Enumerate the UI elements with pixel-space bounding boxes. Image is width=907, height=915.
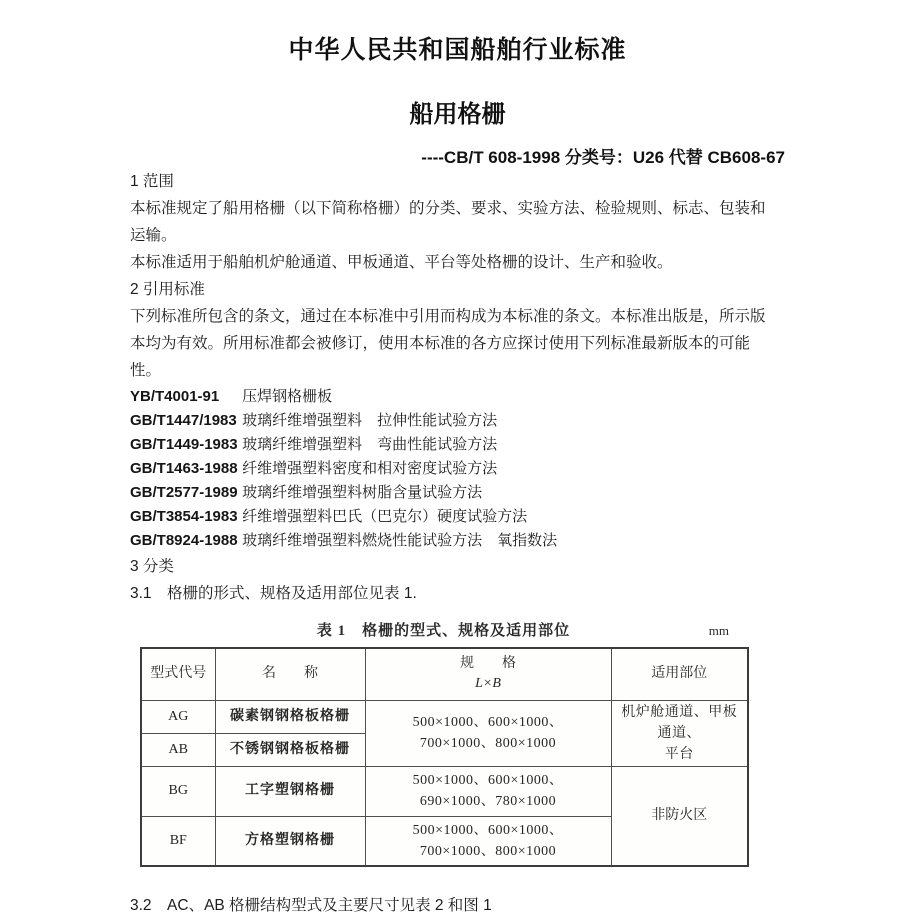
part-line: 平台 bbox=[664, 746, 694, 762]
standard-name: 压焊钢格栅板 bbox=[242, 388, 333, 405]
table-unit-label: mm bbox=[708, 623, 729, 638]
standard-code: GB/T8924-1988 bbox=[130, 532, 238, 549]
standard-name: 纤维增强塑料密度和相对密度试验方法 bbox=[242, 460, 498, 477]
cell-name-bf: 方格塑钢格栅 bbox=[215, 816, 365, 866]
table-row bbox=[141, 700, 748, 733]
cell-code-bg: BG bbox=[141, 766, 215, 816]
standard-code: GB/T1447/1983 bbox=[130, 412, 237, 429]
cell-code-ag: AG bbox=[141, 700, 215, 733]
list-item bbox=[130, 433, 785, 457]
list-item bbox=[130, 409, 785, 433]
standard-name: 玻璃纤维增强塑料燃烧性能试验方法 氧指数法 bbox=[242, 532, 558, 549]
grating-types-table bbox=[140, 647, 749, 867]
cell-part-ag-ab bbox=[611, 700, 748, 766]
section-3-1-line: 3.1 格栅的形式、规格及适用部位见表 1. bbox=[130, 585, 417, 602]
referenced-standards-list bbox=[130, 385, 785, 553]
header-spec-title: 规 格 bbox=[460, 656, 516, 672]
table-row bbox=[141, 766, 748, 816]
section-1-paragraph-1: 本标准规定了船用格栅（以下简称格栅）的分类、要求、实验方法、检验规则、标志、包装和运输。 bbox=[130, 200, 766, 244]
standard-code: YB/T4001-91 bbox=[130, 388, 220, 405]
list-item bbox=[130, 505, 785, 529]
cell-part-bg-bf: 非防火区 bbox=[611, 766, 748, 866]
spec-line: 700×1000、800×1000 bbox=[419, 736, 557, 751]
standard-name: 玻璃纤维增强塑料 弯曲性能试验方法 bbox=[242, 436, 498, 453]
header-name: 名 称 bbox=[215, 648, 365, 700]
cell-name-ag: 碳素钢钢格板格栅 bbox=[215, 700, 365, 733]
standard-name: 玻璃纤维增强塑料 拉伸性能试验方法 bbox=[242, 412, 498, 429]
spec-line: 690×1000、780×1000 bbox=[419, 794, 557, 809]
header-type-code: 型式代号 bbox=[141, 648, 215, 700]
cell-spec-bf bbox=[365, 816, 611, 866]
header-spec-formula: L×B bbox=[475, 676, 501, 692]
table-1-block bbox=[140, 619, 747, 867]
cell-code-ab: AB bbox=[141, 733, 215, 766]
cell-spec-ag-ab bbox=[365, 700, 611, 766]
section-2-paragraph-1: 下列标准所包含的条文，通过在本标准中引用而构成为本标准的条文。本标准出版是，所示版本均为有效。所用标准都会被修订，使用本标准的各方应探讨使用下列标准最新版本的可能性。 bbox=[130, 308, 766, 379]
table-caption: 表 1 格栅的型式、规格及适用部位 bbox=[316, 623, 571, 639]
cell-name-bg: 工字塑钢格栅 bbox=[215, 766, 365, 816]
part-line: 机炉舱通道、甲板通道、 bbox=[621, 704, 738, 741]
standard-code: GB/T1449-1983 bbox=[130, 436, 238, 453]
list-item bbox=[130, 385, 785, 409]
section-3-heading: 3 分类 bbox=[130, 558, 174, 575]
spec-line: 500×1000、600×1000、 bbox=[412, 715, 564, 730]
list-item bbox=[130, 529, 785, 553]
standard-name: 玻璃纤维增强塑料树脂含量试验方法 bbox=[242, 484, 483, 501]
standard-name: 纤维增强塑料巴氏（巴克尔）硬度试验方法 bbox=[242, 508, 528, 525]
document-subtitle: 船用格栅 bbox=[409, 101, 506, 128]
spec-line: 500×1000、600×1000、 bbox=[412, 773, 564, 788]
header-spec bbox=[365, 648, 611, 700]
standard-code: GB/T3854-1983 bbox=[130, 508, 238, 525]
cell-code-bf: BF bbox=[141, 816, 215, 866]
spec-line: 700×1000、800×1000 bbox=[419, 843, 557, 859]
cell-name-ab: 不锈钢钢格板格栅 bbox=[215, 733, 365, 766]
standard-number-line: ----CB/T 608-1998 分类号：U26 代替 CB608-67 bbox=[421, 148, 785, 167]
table-header-row bbox=[141, 648, 748, 700]
standard-code: GB/T1463-1988 bbox=[130, 460, 238, 477]
document-title: 中华人民共和国船舶行业标准 bbox=[288, 36, 627, 64]
section-1-heading: 1 范围 bbox=[130, 173, 174, 190]
section-2-heading: 2 引用标准 bbox=[130, 281, 205, 298]
standard-code: GB/T2577-1989 bbox=[130, 484, 238, 501]
spec-line: 500×1000、600×1000、 bbox=[412, 822, 564, 838]
header-applicable-part: 适用部位 bbox=[611, 648, 748, 700]
section-3-2-line: 3.2 AC、AB 格栅结构型式及主要尺寸见表 2 和图 1 bbox=[130, 897, 492, 914]
list-item bbox=[130, 481, 785, 505]
section-1-paragraph-2: 本标准适用于船舶机炉舱通道、甲板通道、平台等处格栅的设计、生产和验收。 bbox=[130, 254, 673, 271]
table-caption-row bbox=[140, 619, 747, 643]
cell-spec-bg bbox=[365, 766, 611, 816]
list-item bbox=[130, 457, 785, 481]
